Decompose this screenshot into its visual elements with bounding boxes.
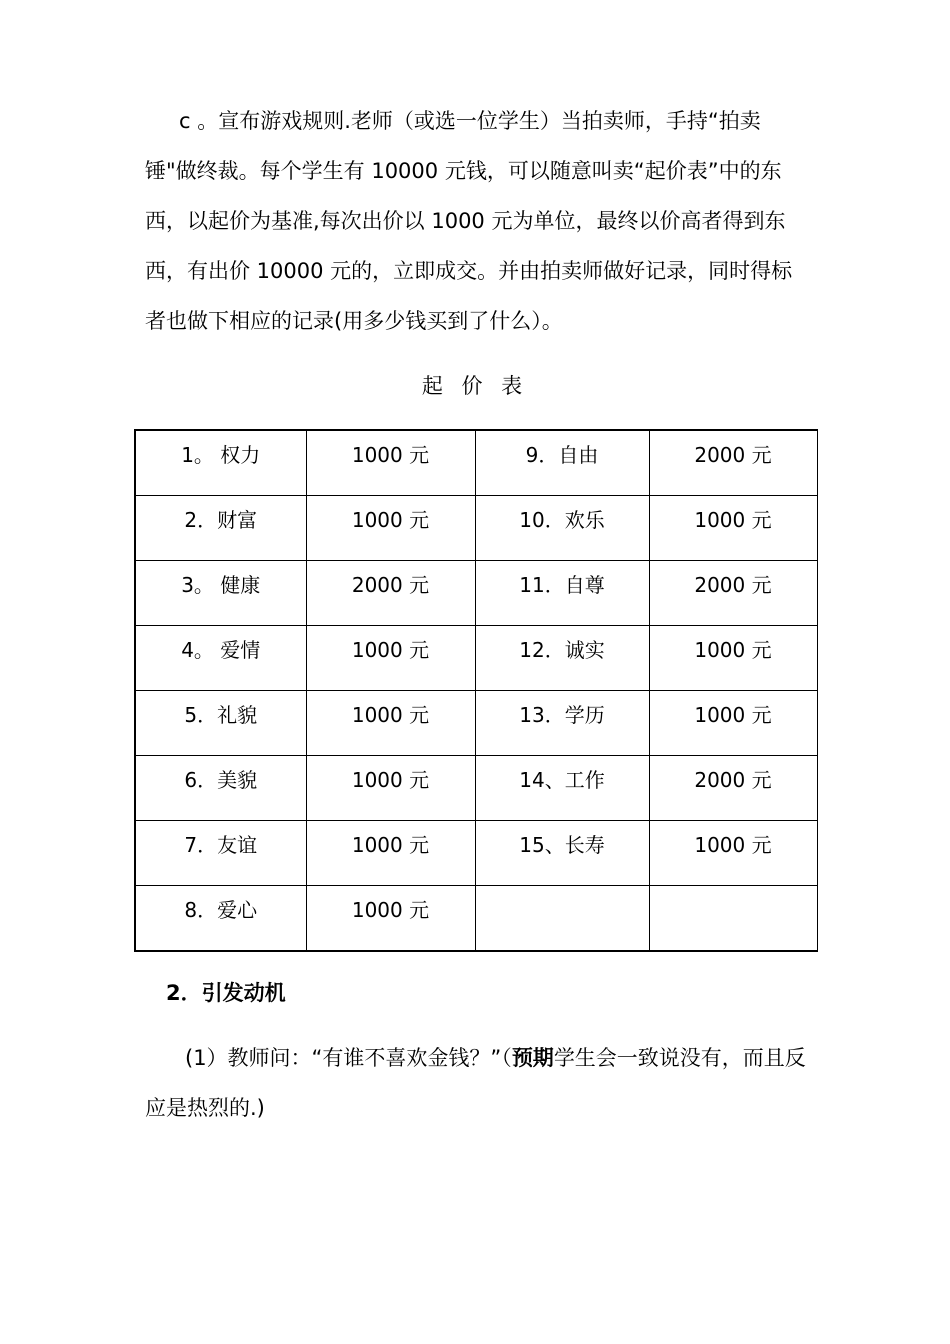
section-heading: 2．引发动机 (166, 981, 286, 1005)
table-cell-item: 12．诚实 (475, 626, 649, 691)
table-cell-price: 1000 元 (306, 756, 475, 821)
table-cell-price: 1000 元 (649, 691, 817, 756)
table-row (135, 430, 817, 496)
table-row (135, 496, 817, 561)
table-cell-item: 10．欢乐 (475, 496, 649, 561)
rules-paragraph (145, 96, 810, 346)
table-cell-price: 1000 元 (649, 626, 817, 691)
table-cell-price: 2000 元 (306, 561, 475, 626)
table-cell-price: 1000 元 (306, 626, 475, 691)
table-cell-price (649, 886, 817, 952)
table-cell-price: 2000 元 (649, 561, 817, 626)
table-row (135, 821, 817, 886)
table-cell-item: 6．美貌 (135, 756, 306, 821)
expected-label: 预期 (511, 1046, 554, 1070)
table-cell-price: 1000 元 (306, 821, 475, 886)
teacher-question-paragraph (145, 1033, 810, 1133)
table-row (135, 561, 817, 626)
table-cell-price: 1000 元 (306, 496, 475, 561)
table-cell-item: 2．财富 (135, 496, 306, 561)
table-cell-price: 1000 元 (306, 886, 475, 952)
table-cell-item: 7．友谊 (135, 821, 306, 886)
table-cell-item (475, 886, 649, 952)
table-cell-item: 11．自尊 (475, 561, 649, 626)
table-cell-price: 1000 元 (306, 430, 475, 496)
table-cell-price: 1000 元 (649, 821, 817, 886)
table-cell-item: 4。 爱情 (135, 626, 306, 691)
table-cell-item: 13．学历 (475, 691, 649, 756)
table-cell-item: 15、长寿 (475, 821, 649, 886)
table-cell-item: 9．自由 (475, 430, 649, 496)
table-cell-price: 2000 元 (649, 756, 817, 821)
table-cell-item: 8．爱心 (135, 886, 306, 952)
table-cell-item: 1。 权力 (135, 430, 306, 496)
price-table (134, 429, 818, 952)
price-table-title: 起 价 表 (421, 374, 529, 398)
table-cell-price: 1000 元 (306, 691, 475, 756)
table-cell-item: 14、工作 (475, 756, 649, 821)
table-row (135, 886, 817, 952)
rules-text: c 。宣布游戏规则.老师（或选一位学生）当拍卖师，手持“拍卖锤"做终裁。每个学生有 10000 元钱，可以随意叫卖“起价表”中的东西，以起价为基准,每次出价以 1000 元为单位，最终以价高者得到东西，有出价 10000 元的，立即成交。并由拍卖师做好记录，同时得标者也做下相应的记录(用多少钱买到了什么）。 (145, 109, 793, 333)
table-row (135, 691, 817, 756)
table-cell-item: 3。 健康 (135, 561, 306, 626)
table-row (135, 756, 817, 821)
table-cell-price: 2000 元 (649, 430, 817, 496)
table-cell-item: 5．礼貌 (135, 691, 306, 756)
question-suffix: 学生会一致说没有，而且反应是热烈的.) (145, 1046, 806, 1120)
table-row (135, 626, 817, 691)
table-cell-price: 1000 元 (649, 496, 817, 561)
question-prefix: (1）教师问：“有谁不喜欢金钱？”（ (185, 1046, 512, 1070)
